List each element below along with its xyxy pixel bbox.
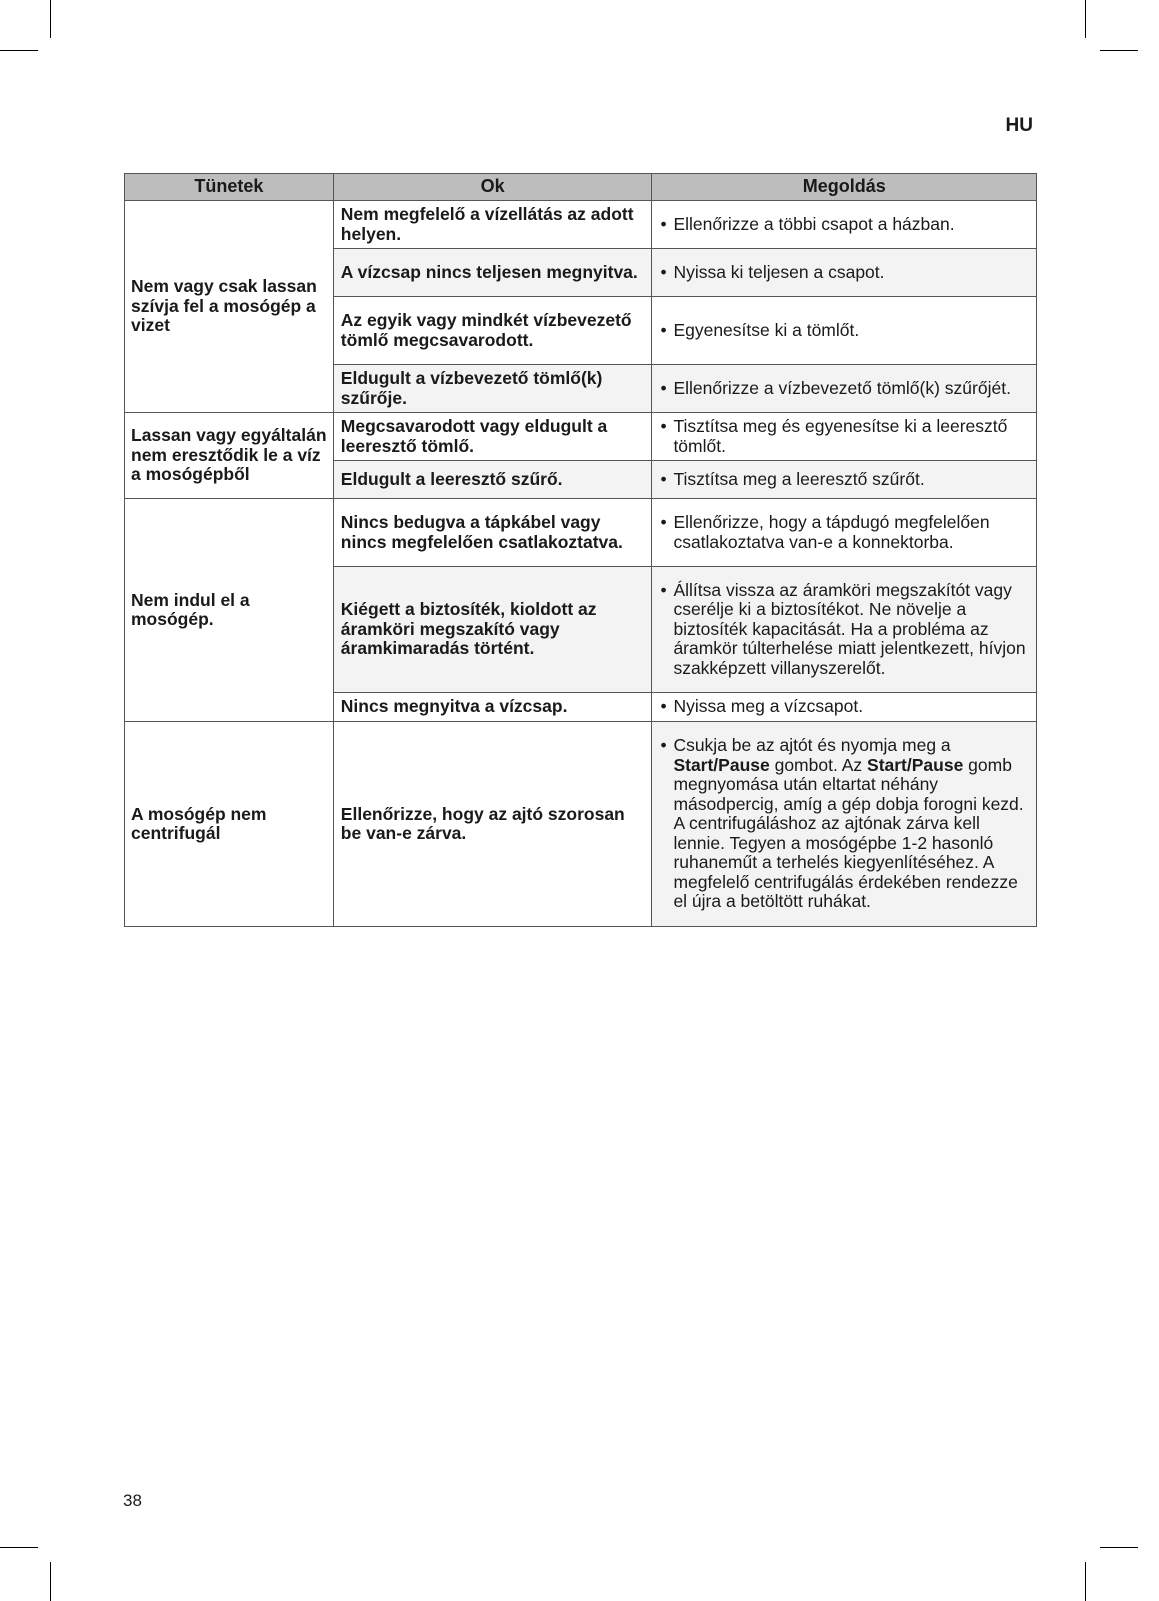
bullet-icon: • [660,416,667,436]
cause-cell: Nincs bedugva a tápkábel vagy nincs megfelelően csatlakoztatva. [333,499,652,567]
bullet-icon: • [660,261,667,282]
bullet-icon: • [660,213,667,234]
cause-cell: A vízcsap nincs teljesen megnyitva. [333,249,652,297]
column-header-solution: Megoldás [652,174,1037,201]
bullet-icon: • [660,468,667,489]
solution-text: Ellenőrizze a többi csapot a házban. [673,213,955,234]
table-row [125,499,1037,567]
bullet-icon: • [660,579,667,600]
solution-cell [652,297,1037,365]
table-row [125,722,1037,927]
solution-text: Állítsa vissza az áramköri megszakítót vagy cserélje ki a biztosítékot. Ne növelje a biztosíték kapacitását. Ha a probléma az áramkör túlterhelése miatt jelentkezett, hívjon szakképzett villanyszerelőt. [673,579,1026,678]
column-header-cause: Ok [333,174,652,201]
solution-cell [652,249,1037,297]
crop-mark [0,50,38,51]
solution-cell [652,567,1037,693]
crop-mark [1100,1547,1138,1548]
cause-cell: Nincs megnyitva a vízcsap. [333,693,652,722]
bullet-icon: • [660,377,667,398]
solution-cell [652,499,1037,567]
solution-text: Nyissa ki teljesen a csapot. [673,261,885,282]
table-header-row [125,174,1037,201]
cause-cell: Eldugult a leeresztő szűrő. [333,461,652,499]
symptom-cell: Lassan vagy egyáltalán nem eresztődik le a víz a mosógépből [125,413,334,499]
solution-cell [652,201,1037,249]
bullet-icon: • [660,735,667,756]
bullet-icon: • [660,319,667,340]
solution-cell [652,461,1037,499]
table-row [125,201,1037,249]
troubleshooting-table [124,173,1037,927]
language-label: HU [1005,115,1033,136]
symptom-cell: Nem indul el a mosógép. [125,499,334,722]
cause-cell: Ellenőrizze, hogy az ajtó szorosan be van-e zárva. [333,722,652,927]
crop-mark [1085,1562,1086,1601]
cause-cell: Kiégett a biztosíték, kioldott az áramköri megszakító vagy áramkimaradás történt. [333,567,652,693]
table-row [125,413,1037,461]
cause-cell: Eldugult a vízbevezető tömlő(k) szűrője. [333,365,652,413]
symptom-cell: A mosógép nem centrifugál [125,722,334,927]
crop-mark [1100,50,1138,51]
bullet-icon: • [660,696,667,717]
solution-text: Egyenesítse ki a tömlőt. [673,319,860,340]
solution-cell [652,722,1037,927]
cause-cell: Megcsavarodott vagy eldugult a leeresztő tömlő. [333,413,652,461]
symptom-cell: Nem vagy csak lassan szívja fel a mosógép a vizet [125,201,334,413]
crop-mark [0,1547,38,1548]
page-number: 38 [123,1491,142,1510]
bullet-icon: • [660,512,667,532]
solution-text: Ellenőrizze, hogy a tápdugó megfelelően csatlakoztatva van-e a konnektorba. [673,512,990,552]
crop-mark [50,0,51,38]
column-header-symptoms: Tünetek [125,174,334,201]
solution-cell [652,693,1037,722]
solution-text: Csukja be az ajtót és nyomja meg a Start/Pause gombot. Az Start/Pause gomb megnyomása után eltartat néhány másodpercig, amíg a gép dobja forogni kezd. A centrifugáláshoz az ajtónak zárva kell lennie. Tegyen a mosógépbe 1-2 hasonló ruhaneműt a terhelés kiegyenlítéséhez. A megfelelő centrifugálás érdekében rendezze el újra a betöltött ruhákat. [673,735,1024,912]
cause-cell: Az egyik vagy mindkét vízbevezető tömlő megcsavarodott. [333,297,652,365]
solution-text: Nyissa meg a vízcsapot. [673,696,864,717]
cause-cell: Nem megfelelő a vízellátás az adott helyen. [333,201,652,249]
solution-text: Tisztítsa meg a leeresztő szűrőt. [673,468,925,489]
solution-text: Tisztítsa meg és egyenesítse ki a leeresztő tömlőt. [673,416,1008,456]
solution-cell [652,365,1037,413]
crop-mark [50,1562,51,1601]
solution-text: Ellenőrizze a vízbevezető tömlő(k) szűrőjét. [673,377,1011,398]
crop-mark [1085,0,1086,38]
solution-cell [652,413,1037,461]
